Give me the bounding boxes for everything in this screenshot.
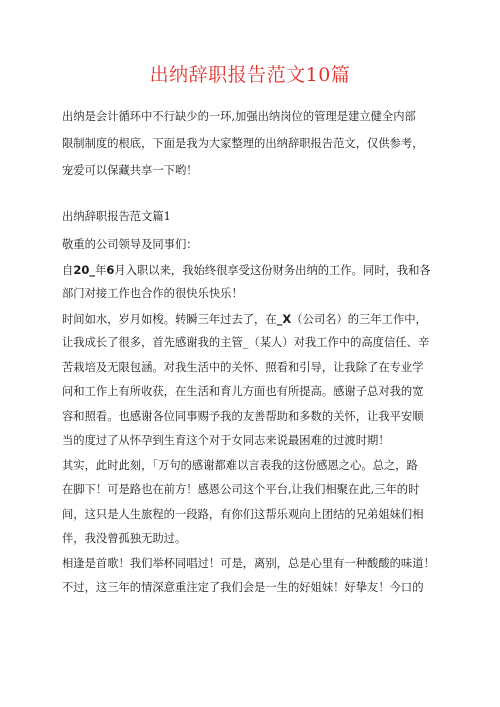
paragraph-line: 其实，此时此刻，「万句的感谢都难以言表我的这份感恩之心。总之，路 (62, 458, 418, 472)
text-span: （公司名）的三年工作中， (291, 312, 427, 326)
month-value: 6 (106, 262, 115, 277)
intro-line: 限制制度的根底，下面是我为大家整理的出纳辞职报告范文，仅供参考， (62, 137, 424, 150)
intro-paragraph (62, 103, 440, 184)
paragraph-line: 问和工作上有所收获，在生活和育儿方面也有所提高。感谢子总对我的宽 (62, 385, 424, 398)
paragraph-line (62, 258, 440, 283)
paragraph-line: 在脚下！可是路也在前方！感恩公司这个平台,让我们相聚在此,三年的时 (62, 483, 420, 496)
text-span: 时间如水，岁月如梭。转瞬三年过去了，在 (62, 312, 277, 326)
paragraph-line: 容和照看。也感谢各位同事赐予我的友善帮助和多数的关怀，让我平安顺 (62, 409, 424, 423)
text-span: 月入职以来，我始终很享受这份财务出纳的工作。同时，我和各 (114, 263, 431, 277)
paragraph-line: 相逢是首歌！我们举杯同唱过！可是，离别，总是心里有一种酸酸的味道！ (62, 556, 435, 570)
text-span: 自 (62, 263, 74, 277)
paragraph-line: 让我成长了很多，首先感谢我的主管_（某人）对我工作中的高度信任、辛 (62, 336, 430, 349)
company-placeholder: _X (276, 311, 292, 326)
paragraph-line: 不过，这三年的情深意重注定了我们会是一生的好姐妹！好挚友！今口的 (62, 581, 424, 594)
document-title: 出纳辞职报告范文10篇 (149, 64, 351, 86)
letter-body (62, 233, 440, 601)
year-value: 20_ (73, 262, 96, 277)
paragraph-line: 间，这只是人生旅程的一段路，有你们这帮乐观向上团结的兄弟姐妹们相 (62, 507, 424, 521)
salutation: 敬重的公司领导及同事们： (62, 238, 198, 251)
section-heading: 出纳辞职报告范文篇1 (62, 210, 171, 223)
paragraph-line: 部门对接工作也合作的很快乐快乐！ (62, 287, 243, 300)
paragraph-line (62, 307, 440, 332)
text-span: 年 (95, 263, 107, 277)
intro-line: 出纳是会计循环中不行缺少的一环,加强出纳岗位的管理是建立健全内部 (62, 110, 416, 123)
paragraph-line: 伴，我没曾孤独无助过。 (62, 532, 187, 545)
paragraph-line: 当的度过了从怀孕到生育这个对于女同志来说最困难的过渡时期！ (62, 434, 390, 447)
intro-line: 宠爱可以保藏共享一下哟！ (62, 164, 198, 177)
paragraph-line: 苦栽培及无限包涵。对我生活中的关怀、照看和引导，让我除了在专业学 (62, 360, 424, 374)
